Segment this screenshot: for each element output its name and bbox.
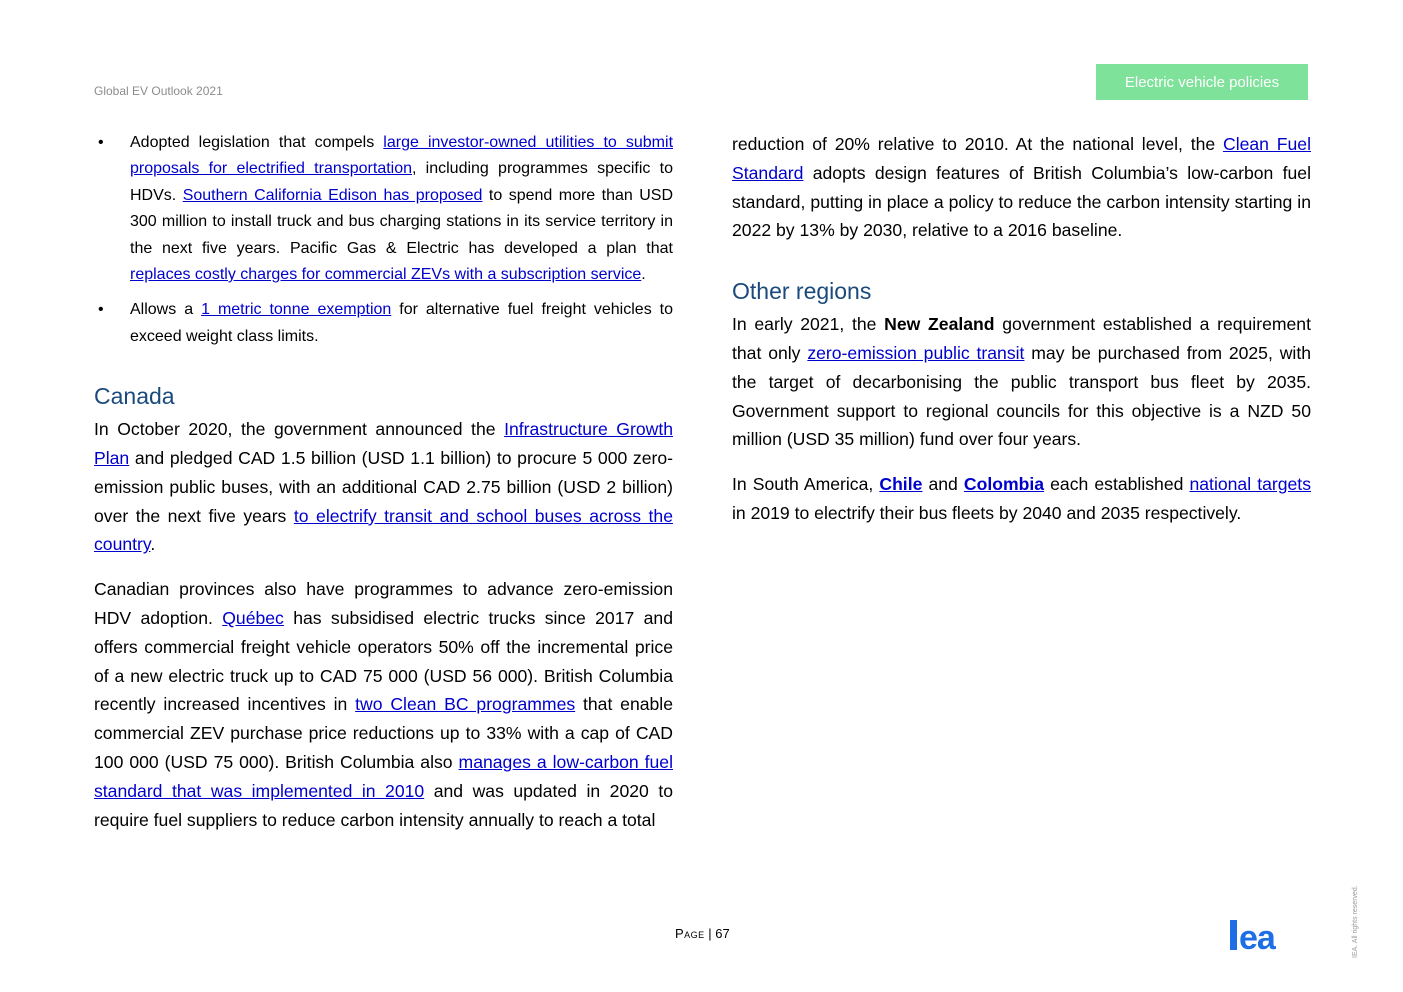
- paragraph-new-zealand: [732, 310, 1311, 454]
- link-tonne-exemption[interactable]: 1 metric tonne exemption: [201, 301, 392, 319]
- text: and: [922, 474, 964, 495]
- text: Allows a: [130, 301, 202, 319]
- paragraph-canada-2: [94, 575, 673, 834]
- link-pge-subscription[interactable]: replaces costly charges for commercial ZEVs with a subscription service: [130, 266, 642, 284]
- paragraph-clean-fuel: [732, 130, 1311, 245]
- page-label: Page: [675, 926, 705, 941]
- logo-bar: [1230, 920, 1237, 950]
- logo-text: ea: [1239, 919, 1275, 952]
- link-national-targets[interactable]: national targets: [1189, 474, 1311, 495]
- heading-other-regions: Other regions: [732, 278, 872, 305]
- text: that enable commercial ZEV purchase price reductions up to 33% with a cap of CAD 100 000 (USD 75 000). British Columbia also: [94, 694, 674, 773]
- iea-logo-icon: [1230, 916, 1310, 952]
- link-clean-fuel-standard[interactable]: Clean Fuel Standard: [732, 134, 1311, 183]
- text: Adopted legislation that compels: [130, 134, 384, 151]
- link-colombia[interactable]: Colombia: [963, 474, 1045, 495]
- text: .: [150, 534, 156, 555]
- page-separator: |: [704, 926, 716, 941]
- document-title: Global EV Outlook 2021: [94, 84, 223, 98]
- link-sce-proposed[interactable]: Southern California Edison has proposed: [182, 186, 483, 204]
- text: government established a requirement that only: [732, 314, 1311, 363]
- text: for alternative fuel freight vehicles to exceed weight class limits.: [130, 301, 674, 345]
- list-item: [94, 297, 673, 350]
- text: , including programmes specific to HDVs.: [130, 160, 673, 204]
- link-quebec[interactable]: Québec: [222, 608, 284, 629]
- text: to spend more than USD 300 million to install truck and bus charging stations in its service territory in the next five years. Pacific Gas & Electric has developed a plan that: [130, 186, 674, 257]
- link-clean-bc-programmes[interactable]: two Clean BC programmes: [355, 694, 576, 715]
- text: In South America,: [732, 474, 880, 495]
- paragraph-canada-1: [94, 415, 673, 559]
- text: reduction of 20% relative to 2010. At the national level, the: [732, 134, 1223, 154]
- link-electrify-transit[interactable]: to electrify transit and school buses across the country: [94, 505, 674, 555]
- text: adopts design features of British Columbia’s low-carbon fuel standard, putting in place a policy to reduce the carbon intensity starting in 2022 by 13% by 2030, relative to a 2016 baseline.: [732, 162, 1311, 241]
- text: has subsidised electric trucks since 2017 and offers commercial freight vehicle operators 50% off the incremental price of a new electric truck up to CAD 75 000 (USD 56 000). British Columbia recently increased incentives in: [94, 608, 673, 715]
- text: Canadian provinces also have programmes to advance zero-emission HDV adoption.: [94, 579, 673, 629]
- section-tab: Electric vehicle policies: [1096, 64, 1308, 100]
- bold-new-zealand: New Zealand: [884, 314, 995, 335]
- page-number: [675, 926, 730, 941]
- bullet-list: [94, 130, 673, 350]
- link-infrastructure-growth-plan[interactable]: Infrastructure Growth Plan: [94, 419, 673, 469]
- left-column: [94, 130, 673, 834]
- list-item: [94, 130, 673, 288]
- paragraph-south-america: [732, 470, 1311, 528]
- right-column: [732, 130, 1311, 528]
- text: each established: [1044, 474, 1190, 495]
- text: In October 2020, the government announced the: [94, 419, 505, 440]
- text: In early 2021, the: [732, 314, 885, 335]
- page-number-value: 67: [715, 926, 730, 941]
- link-chile[interactable]: Chile: [879, 474, 923, 495]
- text: .: [641, 266, 646, 284]
- link-utilities-proposals[interactable]: large investor-owned utilities to submit proposals for electrified transportation: [130, 134, 674, 178]
- text: in 2019 to electrify their bus fleets by 2040 and 2035 respectively.: [732, 502, 1242, 523]
- text: and pledged CAD 1.5 billion (USD 1.1 billion) to procure 5 000 zero-emission public buses, with an additional CAD 2.75 billion (USD 2 billion) over the next five years: [94, 448, 673, 526]
- link-low-carbon-fuel-standard[interactable]: manages a low-carbon fuel standard that was implemented in 2010: [94, 752, 674, 801]
- text: may be purchased from 2025, with the target of decarbonising the public transport bus fleet by 2035. Government support to regional councils for this objective is a NZD 50 million (USD 35 million) fund over four years.: [732, 342, 1311, 450]
- link-zero-emission-transit[interactable]: zero-emission public transit: [807, 342, 1025, 363]
- rights-notice: IEA. All rights reserved.: [1352, 885, 1359, 958]
- text: and was updated in 2020 to require fuel suppliers to reduce carbon intensity annually to reach a total: [94, 780, 673, 830]
- heading-canada: Canada: [94, 383, 175, 410]
